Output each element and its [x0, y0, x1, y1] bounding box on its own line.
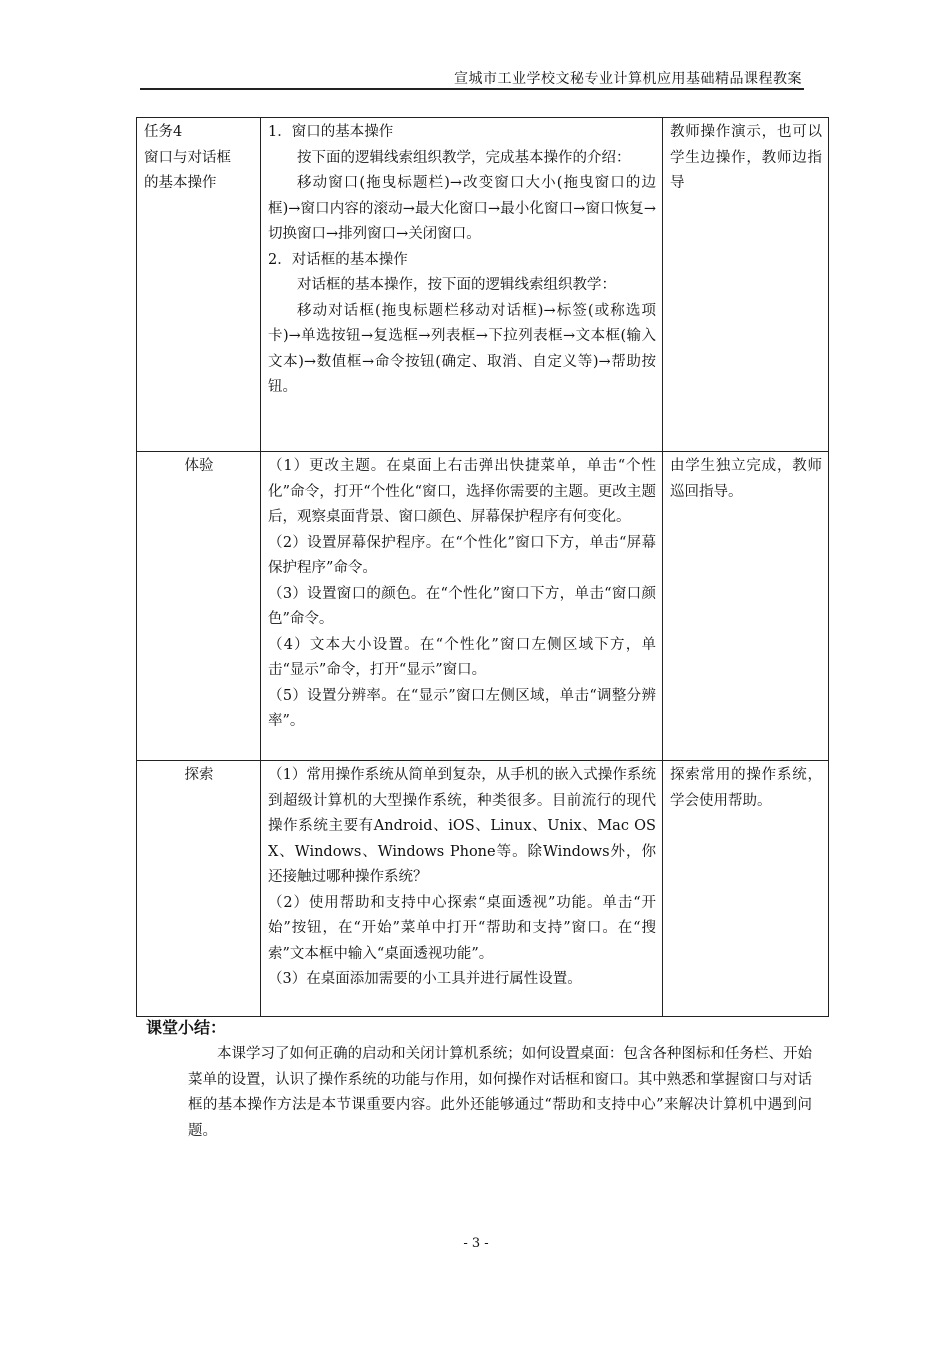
- table-row: [137, 452, 829, 761]
- content-paragraph: 移动窗口(拖曳标题栏)→改变窗口大小(拖曳窗口的边框)→窗口内容的滚动→最大化窗口→最小化窗口→窗口恢复→切换窗口→排列窗口→关闭窗口。: [268, 175, 656, 242]
- page-header-title: 宣城市工业学校文秘专业计算机应用基础精品课程教案: [454, 71, 802, 87]
- content-cell: [261, 761, 663, 1017]
- content-paragraph: 2．对话框的基本操作: [268, 251, 408, 268]
- note-text: 由学生独立完成，教师巡回指导。: [670, 458, 822, 500]
- note-cell: [663, 118, 829, 452]
- note-text: 探索常用的操作系统，学会使用帮助。: [670, 767, 822, 809]
- note-cell: [663, 761, 829, 1017]
- table-row: [137, 118, 829, 452]
- content-paragraph: （3）设置窗口的颜色。在“个性化”窗口下方，单击“窗口颜色”命令。: [268, 585, 656, 627]
- note-text: 教师操作演示，也可以学生边操作，教师边指导: [670, 124, 822, 191]
- table-row: [137, 761, 829, 1017]
- category-line: 体验: [184, 458, 214, 474]
- content-paragraph: 对话框的基本操作，按下面的逻辑线索组织教学：: [297, 277, 616, 293]
- content-paragraph: 移动对话框(拖曳标题栏移动对话框)→标签(或称选项卡)→单选按钮→复选框→列表框→下拉列表框→文本框(输入文本)→数值框→命令按钮(确定、取消、自定义等)→帮助按钮。: [268, 302, 656, 395]
- header-divider: [140, 88, 804, 90]
- content-paragraph: （3）在桌面添加需要的小工具并进行属性设置。: [268, 971, 582, 987]
- content-paragraph: （2）设置屏幕保护程序。在“个性化”窗口下方，单击“屏幕保护程序”命令。: [268, 534, 656, 576]
- content-paragraph: 按下面的逻辑线索组织教学，完成基本操作的介绍：: [297, 149, 631, 166]
- category-cell: [137, 761, 261, 1017]
- category-line: 探索: [184, 767, 214, 783]
- content-paragraph: （1）常用操作系统从简单到复杂，从手机的嵌入式操作系统到超级计算机的大型操作系统，种类很多。目前流行的现代操作系统主要有Android、iOS、Linux、Unix、Mac OS X、Windows、Windows Phone等。除Windows外，你还接触过哪种操作系统？: [268, 767, 656, 885]
- category-cell: [137, 118, 261, 452]
- category-line: 任务4: [144, 124, 183, 140]
- content-paragraph: （2）使用帮助和支持中心探索“桌面透视”功能。单击“开始”按钮，在“开始”菜单中打开“帮助和支持”窗口。在“搜索”文本框中输入“桌面透视功能”。: [268, 894, 656, 962]
- summary-heading: 课堂小结：: [146, 1018, 227, 1037]
- content-paragraph: （5）设置分辨率。在“显示”窗口左侧区域，单击“调整分辨率”。: [268, 687, 656, 729]
- category-line: 窗口与对话框: [144, 149, 231, 166]
- note-cell: [663, 452, 829, 761]
- category-cell: [137, 452, 261, 761]
- content-paragraph: （4）文本大小设置。在“个性化”窗口左侧区域下方，单击“显示”命令，打开“显示”窗口。: [268, 636, 656, 678]
- category-line: 的基本操作: [144, 175, 217, 191]
- content-cell: [261, 452, 663, 761]
- content-paragraph: 1．窗口的基本操作: [268, 124, 394, 140]
- summary-paragraph: 本课学习了如何正确的启动和关闭计算机系统；如何设置桌面：包含各种图标和任务栏、开始菜单的设置，认识了操作系统的功能与作用，如何操作对话框和窗口。其中熟悉和掌握窗口与对话框的基本操作方法是本节课重要内容。此外还能够通过“帮助和支持中心”来解决计算机中遇到问题。: [188, 1046, 812, 1139]
- page-number: - 3 -: [463, 1236, 489, 1251]
- content-paragraph: （1）更改主题。在桌面上右击弹出快捷菜单，单击“个性化”命令，打开“个性化“窗口，选择你需要的主题。更改主题后，观察桌面背景、窗口颜色、屏幕保护程序有何变化。: [268, 458, 656, 525]
- lesson-plan-table: [136, 117, 829, 1017]
- content-cell: [261, 118, 663, 452]
